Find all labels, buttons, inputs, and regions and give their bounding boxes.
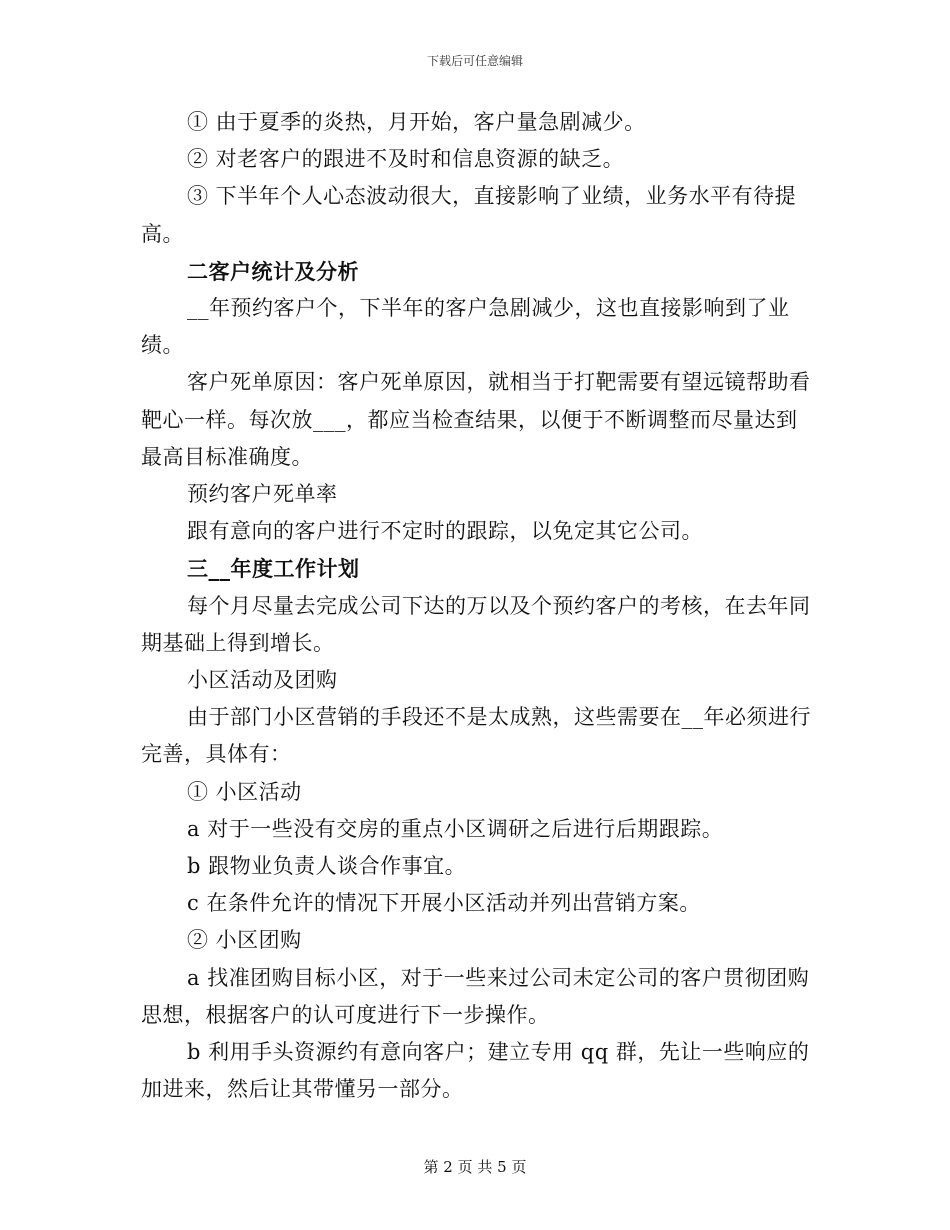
section-heading: 二客户统计及分析 bbox=[187, 258, 359, 284]
page-header-note: 下载后可任意编辑 bbox=[426, 54, 523, 68]
paragraph: 客户死单原因：客户死单原因，就相当于打靶需要有望远镜帮助看靶心一样。每次放___，都应当检查结果，以便于不断调整而尽量达到最高目标准确度。 bbox=[141, 370, 811, 469]
list-item: ② 小区团购 bbox=[187, 928, 302, 953]
section-heading: 三__年度工作计划 bbox=[187, 556, 360, 582]
paragraph: ① 由于夏季的炎热，月开始，客户量急剧减少。 bbox=[187, 110, 646, 134]
document-body bbox=[141, 104, 811, 1108]
paragraph: 由于部门小区营销的手段还不是太成熟，这些需要在__年必须进行完善，具体有： bbox=[141, 705, 811, 767]
list-item: a 对于一些没有交房的重点小区调研之后进行后期跟踪。 bbox=[187, 816, 724, 841]
list-item: b 跟物业负责人谈合作事宜。 bbox=[187, 854, 467, 879]
page-number: 第 2 页 共 5 页 bbox=[423, 1158, 527, 1176]
paragraph: ② 对老客户的跟进不及时和信息资源的缺乏。 bbox=[187, 147, 625, 172]
paragraph: ③ 下半年个人心态波动很大，直接影响了业绩，业务水平有待提高。 bbox=[141, 184, 797, 246]
paragraph: 跟有意向的客户进行不定时的跟踪，以免定其它公司。 bbox=[187, 519, 703, 544]
list-item: c 在条件允许的情况下开展小区活动并列出营销方案。 bbox=[187, 891, 701, 916]
paragraph: 每个月尽量去完成公司下达的万以及个预约客户的考核，在去年同期基础上得到增长。 bbox=[141, 593, 811, 655]
paragraph: 小区活动及团购 bbox=[187, 668, 338, 693]
paragraph: __年预约客户个，下半年的客户急剧减少，这也直接影响到了业绩。 bbox=[141, 296, 790, 358]
paragraph: 预约客户死单率 bbox=[187, 482, 338, 507]
list-item: b 利用手头资源约有意向客户；建立专用 qq 群，先让一些响应的加进来，然后让其带懂另一部分。 bbox=[141, 1040, 810, 1102]
list-item: a 找准团购目标小区，对于一些来过公司未定公司的客户贯彻团购思想，根据客户的认可度进行下一步操作。 bbox=[141, 965, 810, 1027]
list-item: ① 小区活动 bbox=[187, 779, 302, 804]
